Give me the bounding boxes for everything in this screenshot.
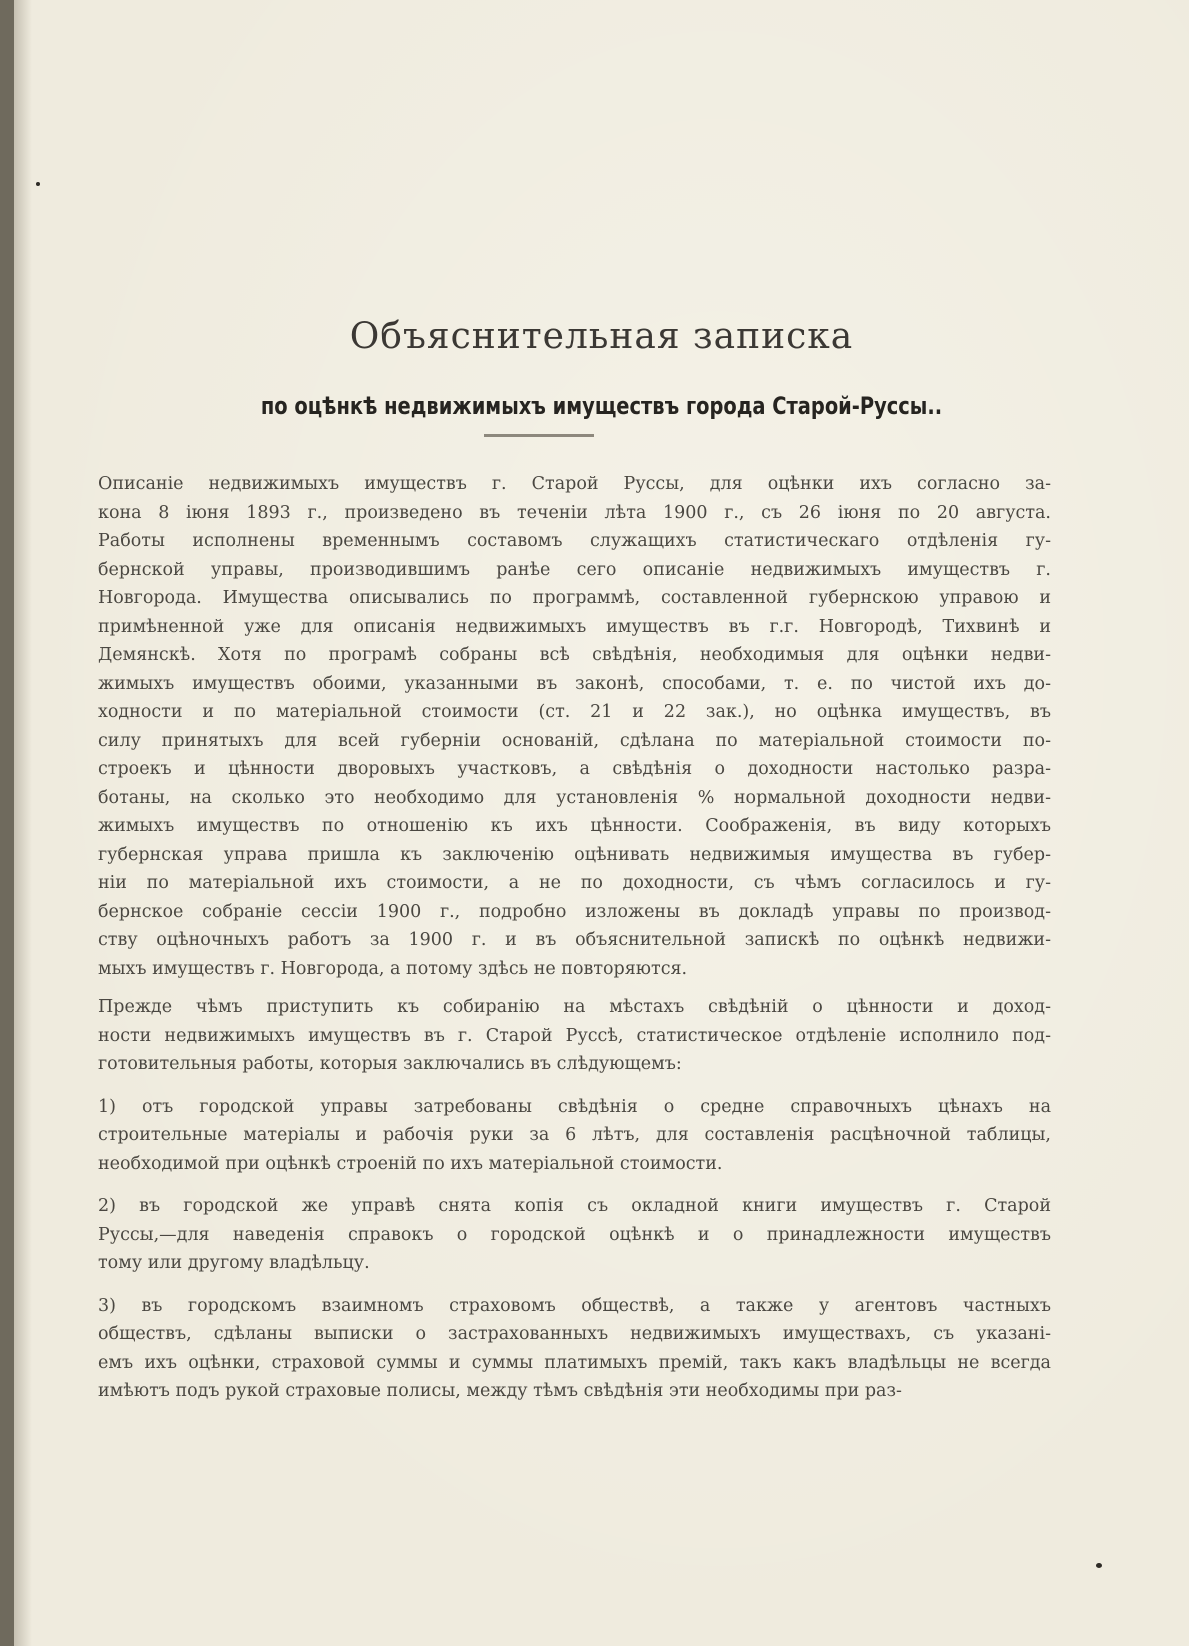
paragraph bbox=[98, 1292, 1051, 1406]
text-line: 1) отъ городской управы затребованы свѣдѣнія о средне справочныхъ цѣнахъ на bbox=[98, 1096, 1051, 1117]
text-line: строительные матеріалы и рабочія руки за 6 лѣтъ, для составленія расцѣночной таблицы, bbox=[98, 1125, 1051, 1145]
text-line: готовительныя работы, которыя заключались въ слѣдующемъ: bbox=[98, 1054, 682, 1074]
paragraph bbox=[98, 993, 1051, 1079]
text-line: жимыхъ имуществъ обоими, указанными въ законѣ, способами, т. е. по чистой ихъ до- bbox=[98, 673, 1051, 694]
text-line: 3) въ городскомъ взаимномъ страховомъ обществѣ, а также у агентовъ частныхъ bbox=[98, 1295, 1051, 1316]
text-line: обществъ, сдѣланы выписки о застрахованныхъ недвижимыхъ имуществахъ, съ указані- bbox=[98, 1324, 1051, 1344]
text-line: 2) въ городской же управѣ снята копія съ окладной книги имуществъ г. Старой bbox=[98, 1196, 1051, 1216]
print-speck bbox=[36, 182, 40, 186]
text-line: примѣненной уже для описанія недвижимыхъ имуществъ въ г.г. Новгородѣ, Тихвинѣ и bbox=[98, 616, 1051, 637]
text-line: Новгорода. Имущества описывались по программѣ, составленной губернскою управою и bbox=[98, 588, 1051, 608]
text-line: бернское собраніе сессіи 1900 г., подробно изложены въ докладѣ управы по производ- bbox=[98, 901, 1051, 922]
text-line: ходности и по матеріальной стоимости (ст. 21 и 22 зак.), но оцѣнка имуществъ, въ bbox=[98, 702, 1051, 722]
text-line: ніи по матеріальной ихъ стоимости, а не по доходности, съ чѣмъ согласилось и гу- bbox=[98, 873, 1051, 893]
document-page bbox=[14, 0, 1189, 1646]
text-line: Работы исполнены временнымъ составомъ служащихъ статистическаго отдѣленія гу- bbox=[98, 531, 1051, 551]
text-line: Описаніе недвижимыхъ имуществъ г. Старой Руссы, для оцѣнки ихъ согласно за- bbox=[98, 474, 1051, 494]
text-line: Демянскѣ. Хотя по програмѣ собраны всѣ свѣдѣнія, необходимыя для оцѣнки недви- bbox=[98, 645, 1051, 665]
text-line: тому или другому владѣльцу. bbox=[98, 1253, 370, 1273]
paragraph bbox=[98, 1192, 1051, 1278]
text-line: строекъ и цѣнности дворовыхъ участковъ, а свѣдѣнія о доходности настолько разра- bbox=[98, 759, 1051, 779]
body-text bbox=[98, 470, 1051, 1414]
text-line: губернская управа пришла къ заключенію оцѣнивать недвижимыя имущества въ губер- bbox=[98, 844, 1051, 865]
text-line: необходимой при оцѣнкѣ строеній по ихъ матеріальной стоимости. bbox=[98, 1153, 723, 1174]
text-line: Прежде чѣмъ приступить къ собиранію на мѣстахъ свѣдѣній о цѣнности и доход- bbox=[98, 997, 1051, 1017]
text-line: ству оцѣночныхъ работъ за 1900 г. и въ объяснительной запискѣ по оцѣнкѣ недвижи- bbox=[98, 930, 1051, 950]
text-line: силу принятыхъ для всей губерніи основаній, сдѣлана по матеріальной стоимости по- bbox=[98, 730, 1051, 751]
text-line: имѣютъ подъ рукой страховые полисы, между тѣмъ свѣдѣнія эти необходимы при раз- bbox=[98, 1381, 902, 1401]
page-title: Объяснительная записка bbox=[349, 316, 854, 358]
paragraph bbox=[98, 1093, 1051, 1179]
print-speck bbox=[1096, 1563, 1102, 1568]
paragraph bbox=[98, 470, 1051, 983]
text-line: мыхъ имуществъ г. Новгорода, а потому здѣсь не повторяются. bbox=[98, 958, 688, 979]
text-line: ности недвижимыхъ имуществъ въ г. Старой Руссѣ, статистическое отдѣленіе исполнило под- bbox=[98, 1025, 1051, 1046]
text-line: кона 8 іюня 1893 г., произведено въ теченіи лѣта 1900 г., съ 26 іюня по 20 августа. bbox=[98, 502, 1051, 523]
text-line: бернской управы, производившимъ ранѣе сего описаніе недвижимыхъ имуществъ г. bbox=[98, 559, 1051, 580]
title-divider bbox=[484, 434, 594, 437]
text-line: емъ ихъ оцѣнки, страховой суммы и суммы платимыхъ премій, такъ какъ владѣльцы не всегда bbox=[98, 1352, 1051, 1373]
text-line: Руссы,—для наведенія справокъ о городской оцѣнкѣ и о принадлежности имуществъ bbox=[98, 1224, 1051, 1245]
page-subtitle: по оцѣнкѣ недвижимыхъ имуществъ города Старой-Руссы.. bbox=[260, 391, 943, 420]
text-line: ботаны, на сколько это необходимо для установленія % нормальной доходности недви- bbox=[98, 787, 1051, 808]
text-line: жимыхъ имуществъ по отношенію къ ихъ цѣнности. Соображенія, въ виду которыхъ bbox=[98, 816, 1051, 836]
